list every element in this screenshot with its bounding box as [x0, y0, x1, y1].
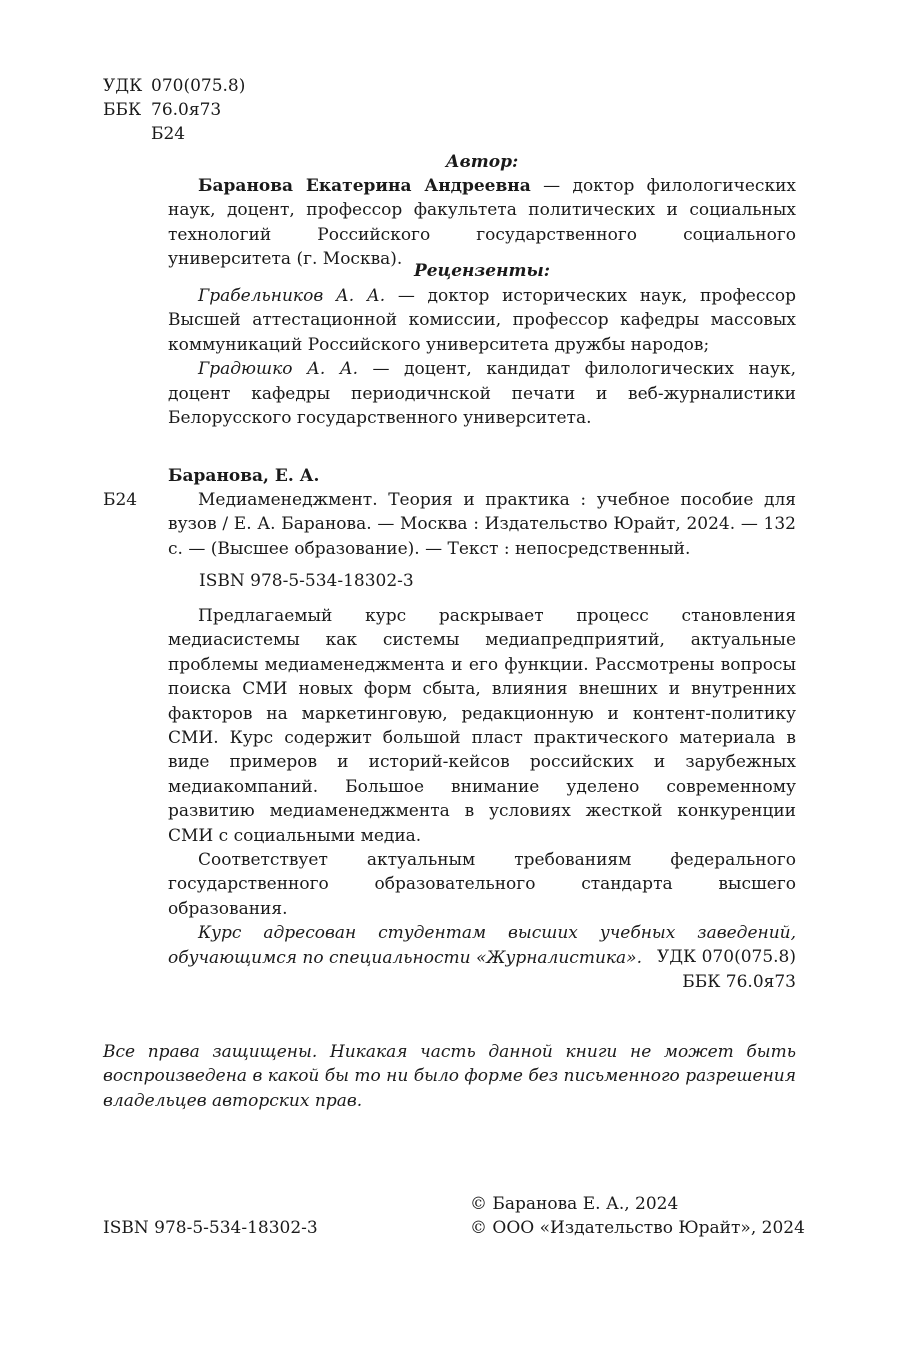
- bib-entry-text: Медиаменеджмент. Теория и практика : учебное пособие для вузов / Е. А. Баранова. — Москва : Издательство Юрайт, 2024. — 132 с. — (Высшее образование). — Текст : непосредственный.: [168, 490, 796, 559]
- reviewer-text: — доцент, кандидат филологических наук, доцент кафедры периодичнской печати и веб-журналистики Белорусского государственного университета.: [168, 359, 796, 429]
- reviewers-heading: Рецензенты:: [413, 261, 551, 281]
- copyright-publisher: © ООО «Издательство Юрайт», 2024: [470, 1218, 805, 1238]
- footer-isbn: ISBN 978-5-534-18302-3: [103, 1218, 318, 1238]
- bib-entry: [168, 488, 796, 561]
- reviewer-text: — доктор исторических наук, профессор Высшей аттестационной комиссии, профессор кафедры массовых коммуникаций Российского университета дружбы народов;: [168, 286, 796, 355]
- annotation-block: [168, 604, 796, 970]
- author-block: [168, 174, 796, 272]
- annotation-audience: Курс адресован студентам высших учебных заведений, обучающимся по специальности «Журналистика».: [168, 923, 796, 968]
- author-mark-top: Б24: [151, 124, 186, 144]
- bib-author-mark: Б24: [103, 490, 138, 510]
- copyright-author: © Баранова Е. А., 2024: [470, 1194, 679, 1214]
- author-description: — доктор филологических наук, доцент, профессор факультета политических и социальных технологий Российского государственного социального университета (г. Москва).: [168, 176, 796, 270]
- author-heading: Автор:: [445, 152, 519, 172]
- author-name: Баранова Екатерина Андреевна: [198, 176, 531, 196]
- bbk-bottom: ББК 76.0я73: [682, 972, 796, 992]
- reviewer-name: Градюшко А. А.: [198, 359, 359, 380]
- bbk-code: 76.0я73: [151, 100, 222, 120]
- reviewer-name: Грабельников А. А.: [198, 286, 386, 306]
- annotation-paragraph: Соответствует актуальным требованиям федерального государственного образовательного стандарта высшего образования.: [168, 850, 796, 919]
- udk-bottom: УДК 070(075.8): [656, 947, 796, 967]
- bbk-label: ББК: [103, 100, 142, 120]
- bib-author-heading: Баранова, Е. А.: [168, 466, 320, 486]
- rights-notice: Все права защищены. Никакая часть данной книги не может быть воспроизведена в какой бы то ни было форме без письменного разрешения владельцев авторских прав.: [103, 1042, 796, 1111]
- udk-code: 070(075.8): [151, 76, 246, 96]
- annotation-paragraph: Предлагаемый курс раскрывает процесс становления медиасистемы как системы медиапредприятий, актуальные проблемы медиаменеджмента и его функции. Рассмотрены вопросы поиска СМИ новых форм сбыта, влияния внешних и внутренних факторов на маркетинговую, редакционную и контент-политику СМИ. Курс содержит большой пласт практического материала в виде примеров и историй-кейсов российских и зарубежных медиакомпаний. Большое внимание уделено современному развитию медиаменеджмента в условиях жесткой конкуренции СМИ с социальными медиа.: [168, 606, 796, 846]
- udk-label: УДК: [103, 76, 143, 96]
- reviewer-item: [168, 284, 796, 357]
- reviewer-item: [168, 357, 796, 430]
- reviewers-block: [168, 284, 796, 430]
- bib-isbn: ISBN 978-5-534-18302-3: [199, 571, 414, 591]
